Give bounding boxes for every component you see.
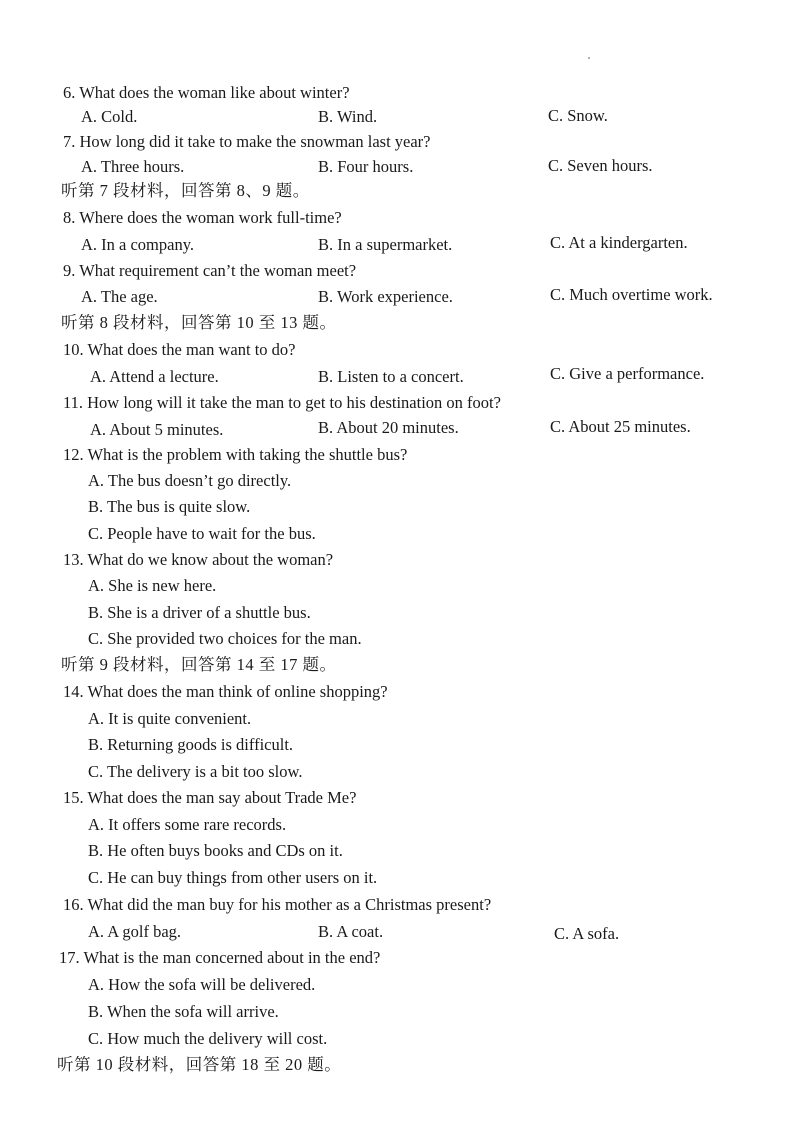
option-8b: B. In a supermarket. — [318, 235, 453, 254]
option-6a: A. Cold. — [81, 107, 138, 126]
option-17b: B. When the sofa will arrive. — [88, 1002, 279, 1021]
question-9: 9. What requirement can’t the woman meet? — [63, 261, 357, 280]
section-8-heading: 听第 8 段材料，回答第 10 至 13 题。 — [61, 313, 337, 332]
option-17a: A. How the sofa will be delivered. — [88, 975, 316, 994]
question-13: 13. What do we know about the woman? — [63, 550, 334, 569]
option-12c: C. People have to wait for the bus. — [88, 524, 316, 543]
question-14: 14. What does the man think of online shopping? — [63, 682, 388, 701]
option-10b: B. Listen to a concert. — [318, 367, 464, 386]
question-11: 11. How long will it take the man to get to his destination on foot? — [63, 393, 501, 412]
option-16b: B. A coat. — [318, 922, 384, 941]
option-16a: A. A golf bag. — [88, 922, 182, 941]
option-8a: A. In a company. — [81, 235, 195, 254]
option-14b: B. Returning goods is difficult. — [88, 735, 294, 754]
option-16c: C. A sofa. — [554, 924, 620, 943]
option-13b: B. She is a driver of a shuttle bus. — [88, 603, 311, 622]
question-10: 10. What does the man want to do? — [63, 340, 296, 359]
option-6b: B. Wind. — [318, 107, 378, 126]
section-10-heading: 听第 10 段材料，回答第 18 至 20 题。 — [57, 1055, 342, 1074]
option-7c: C. Seven hours. — [548, 156, 653, 175]
option-11b: B. About 20 minutes. — [318, 418, 459, 437]
option-9c: C. Much overtime work. — [550, 285, 713, 304]
section-9-heading: 听第 9 段材料，回答第 14 至 17 题。 — [61, 655, 337, 674]
question-15: 15. What does the man say about Trade Me? — [63, 788, 357, 807]
option-6c: C. Snow. — [548, 106, 608, 125]
option-8c: C. At a kindergarten. — [550, 233, 688, 252]
option-9b: B. Work experience. — [318, 287, 453, 306]
option-10c: C. Give a performance. — [550, 364, 705, 383]
option-11c: C. About 25 minutes. — [550, 417, 691, 436]
option-15c: C. He can buy things from other users on it. — [88, 868, 378, 887]
option-14a: A. It is quite convenient. — [88, 709, 252, 728]
section-7-heading: 听第 7 段材料，回答第 8、9 题。 — [61, 181, 310, 200]
option-10a: A. Attend a lecture. — [90, 367, 219, 386]
question-7: 7. How long did it take to make the snowman last year? — [63, 132, 431, 151]
option-7b: B. Four hours. — [318, 157, 414, 176]
option-15b: B. He often buys books and CDs on it. — [88, 841, 343, 860]
question-8: 8. Where does the woman work full-time? — [63, 208, 342, 227]
option-14c: C. The delivery is a bit too slow. — [88, 762, 303, 781]
option-13a: A. She is new here. — [88, 576, 217, 595]
option-12b: B. The bus is quite slow. — [88, 497, 251, 516]
option-15a: A. It offers some rare records. — [88, 815, 287, 834]
option-12a: A. The bus doesn’t go directly. — [88, 471, 292, 490]
option-7a: A. Three hours. — [81, 157, 185, 176]
option-11a: A. About 5 minutes. — [90, 420, 224, 439]
scan-speck — [588, 57, 590, 59]
question-17: 17. What is the man concerned about in the end? — [59, 948, 381, 967]
question-16: 16. What did the man buy for his mother as a Christmas present? — [63, 895, 492, 914]
question-6: 6. What does the woman like about winter? — [63, 83, 350, 102]
option-9a: A. The age. — [81, 287, 158, 306]
option-17c: C. How much the delivery will cost. — [88, 1029, 328, 1048]
question-12: 12. What is the problem with taking the shuttle bus? — [63, 445, 408, 464]
option-13c: C. She provided two choices for the man. — [88, 629, 362, 648]
